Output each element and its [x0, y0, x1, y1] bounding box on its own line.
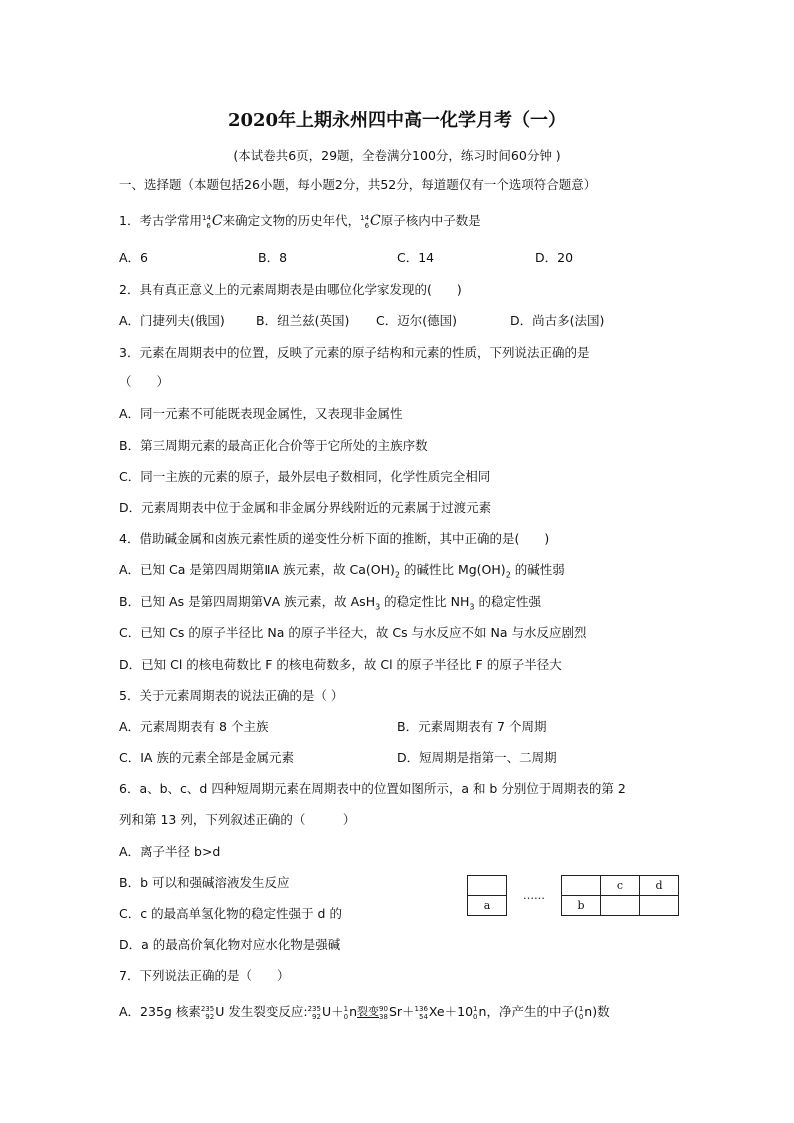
q4-option-d[interactable]: D．已知 Cl 的核电荷数比 F 的核电荷数多，故 Cl 的原子半径比 F 的原子半径大	[119, 657, 562, 672]
cell-a: a	[468, 896, 507, 916]
q2-option-a[interactable]: A．门捷列夫(俄国)	[119, 313, 225, 328]
q4-option-b[interactable]: B．已知 As 是第四周期第ⅤA 族元素，故 AsH$_3$ 的稳定性比 $NH_3$ 的稳定性强	[119, 594, 541, 612]
q6-option-d[interactable]: D．a 的最高价氧化物对应水化物是强碱	[119, 937, 341, 952]
q5-option-c[interactable]: C．ⅠA 族的元素全部是金属元素	[119, 750, 294, 765]
q6-option-b[interactable]: B．b 可以和强碱溶液发生反应	[119, 875, 290, 890]
gap-dots: ……	[507, 876, 562, 916]
q4-option-a[interactable]: A．已知 Ca 是第四周期第ⅡA 族元素，故 $Ca(OH)_2$ 的碱性比 $Mg(OH)_2$ 的碱性弱	[119, 562, 565, 580]
q2-stem: 2．具有真正意义上的元素周期表是由哪位化学家发现的( )	[119, 282, 462, 297]
q3-option-c[interactable]: C．同一主族的元素的原子，最外层电子数相同，化学性质完全相同	[119, 469, 491, 484]
page-title: 2020年上期永州四中高一化学月考（一）	[227, 110, 567, 131]
cell-d: d	[640, 876, 679, 896]
q6-stem-line2: 列和第 13 列，下列叙述正确的（ ）	[119, 812, 356, 827]
q5-option-b[interactable]: B．元素周期表有 7 个周期	[397, 719, 547, 734]
q5-option-a[interactable]: A．元素周期表有 8 个主族	[119, 719, 269, 734]
q4-stem: 4．借助碱金属和卤族元素性质的递变性分析下面的推断，其中正确的是( )	[119, 531, 550, 546]
q7-option-a[interactable]: A．235g 核素 235 92 U 发生裂变反应: 235 92 U＋ 1 0 n 裂变 90 38 Sr＋ 136 54 Xe＋10 1 0 n，净产生的中子( 1 0 n)数	[119, 1004, 610, 1021]
exam-info: (本试卷共6页，29题，全卷满分100分，练习时间60分钟 )	[233, 148, 561, 163]
q6-stem-line1: 6．a、b、c、d 四种短周期元素在周期表中的位置如图所示，a 和 b 分别位于周期表的第 2	[119, 781, 626, 796]
q3-option-a[interactable]: A．同一元素不可能既表现金属性，又表现非金属性	[119, 406, 403, 421]
q3-option-b[interactable]: B．第三周期元素的最高正化合价等于它所处的主族序数	[119, 438, 428, 453]
periodic-table-figure	[467, 875, 679, 916]
q1-option-c[interactable]: C．14	[397, 250, 435, 265]
q4-option-c[interactable]: C．已知 Cs 的原子半径比 Na 的原子半径大，故 Cs 与水反应不如 Na 与水反应剧烈	[119, 625, 587, 640]
q6-option-c[interactable]: C．c 的最高单氢化物的稳定性强于 d 的	[119, 906, 342, 921]
q1-option-d[interactable]: D．20	[535, 250, 574, 265]
section-heading: 一、选择题（本题包括26小题，每小题2分，共52分，每道题仅有一个选项符合题意）	[119, 177, 597, 192]
q3-stem: 3．元素在周期表中的位置，反映了元素的原子结构和元素的性质，下列说法正确的是	[119, 345, 590, 360]
q1-option-b[interactable]: B．8	[258, 250, 288, 265]
q2-option-d[interactable]: D．尚古多(法国)	[510, 313, 605, 328]
q6-option-a[interactable]: A．离子半径 b>d	[119, 844, 221, 859]
q2-option-c[interactable]: C．迈尔(德国)	[376, 313, 457, 328]
q1-option-a[interactable]: A．6	[119, 250, 149, 265]
q3-option-d[interactable]: D．元素周期表中位于金属和非金属分界线附近的元素属于过渡元素	[119, 500, 492, 515]
cell-b: b	[562, 896, 601, 916]
q2-option-b[interactable]: B．纽兰兹(英国)	[256, 313, 350, 328]
q5-stem: 5．关于元素周期表的说法正确的是（ ）	[119, 688, 344, 703]
q5-option-d[interactable]: D．短周期是指第一、二周期	[397, 750, 557, 765]
nuclide-c14: 14 6	[201, 214, 211, 230]
cell-c: c	[601, 876, 640, 896]
fission-arrow: 裂变	[357, 1005, 380, 1018]
q3-paren: （ ）	[119, 374, 170, 389]
q1-stem: 1．考古学常用 14 6 C来确定文物的历史年代， 14 6 C原子核内中子数是	[119, 213, 481, 230]
q7-stem: 7．下列说法正确的是（ ）	[119, 968, 290, 983]
